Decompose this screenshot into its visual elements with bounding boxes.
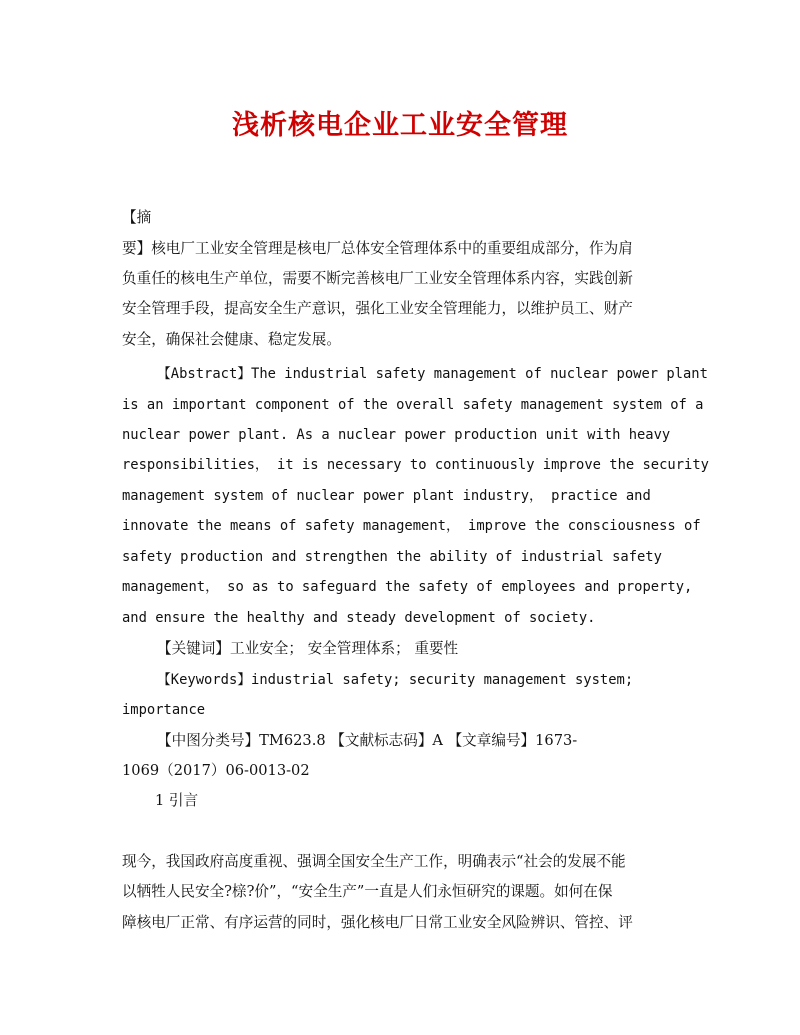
abstract-en-line: 【Abstract】The industrial safety management of nuclear power plant: [157, 366, 708, 382]
section-heading: 1 引言: [155, 792, 199, 809]
abstract-cn-line: 要】核电厂工业安全管理是核电厂总体安全管理体系中的重要组成部分，作为肩: [122, 240, 633, 257]
abstract-cn-line: 负重任的核电生产单位，需要不断完善核电厂工业安全管理体系内容，实践创新: [122, 270, 633, 287]
intro-line: 现今，我国政府高度重视、强调全国安全生产工作，明确表示“社会的发展不能: [122, 853, 626, 870]
abstract-cn-line: 【摘: [122, 209, 152, 226]
abstract-en-line: responsibilities， it is necessary to continuously improve the security: [122, 457, 709, 473]
abstract-en-line: innovate the means of safety management， improve the consciousness of: [122, 518, 701, 534]
abstract-en-line: management system of nuclear power plant industry， practice and: [122, 488, 651, 504]
classification-line: 1069（2017）06-0013-02: [122, 762, 310, 779]
intro-line: 以牺牲人民安全?榇?价”，“安全生产”一直是人们永恒研究的课题。如何在保: [122, 883, 613, 900]
abstract-en-line: nuclear power plant. As a nuclear power production unit with heavy: [122, 427, 671, 443]
intro-line: 障核电厂正常、有序运营的同时，强化核电厂日常工业安全风险辨识、管控、评: [122, 914, 633, 931]
keywords-en-line: importance: [122, 702, 206, 718]
abstract-en-line: safety production and strengthen the ability of industrial safety: [122, 549, 662, 565]
abstract-en-line: is an important component of the overall safety management system of a: [122, 397, 704, 413]
classification-line: 【中图分类号】TM623.8 【文献标志码】A 【文章编号】1673-: [157, 732, 578, 749]
document-title: 浅析核电企业工业安全管理: [232, 110, 568, 141]
abstract-en-line: and ensure the healthy and steady development of society.: [122, 610, 596, 626]
keywords-cn: 【关键词】工业安全； 安全管理体系； 重要性: [157, 640, 459, 657]
keywords-en-line: 【Keywords】industrial safety; security management system;: [157, 672, 634, 688]
abstract-en-line: management， so as to safeguard the safety of employees and property,: [122, 579, 693, 595]
abstract-cn-line: 安全管理手段，提高安全生产意识，强化工业安全管理能力，以维护员工、财产: [122, 300, 633, 317]
abstract-cn-line: 安全，确保社会健康、稳定发展。: [122, 331, 341, 348]
